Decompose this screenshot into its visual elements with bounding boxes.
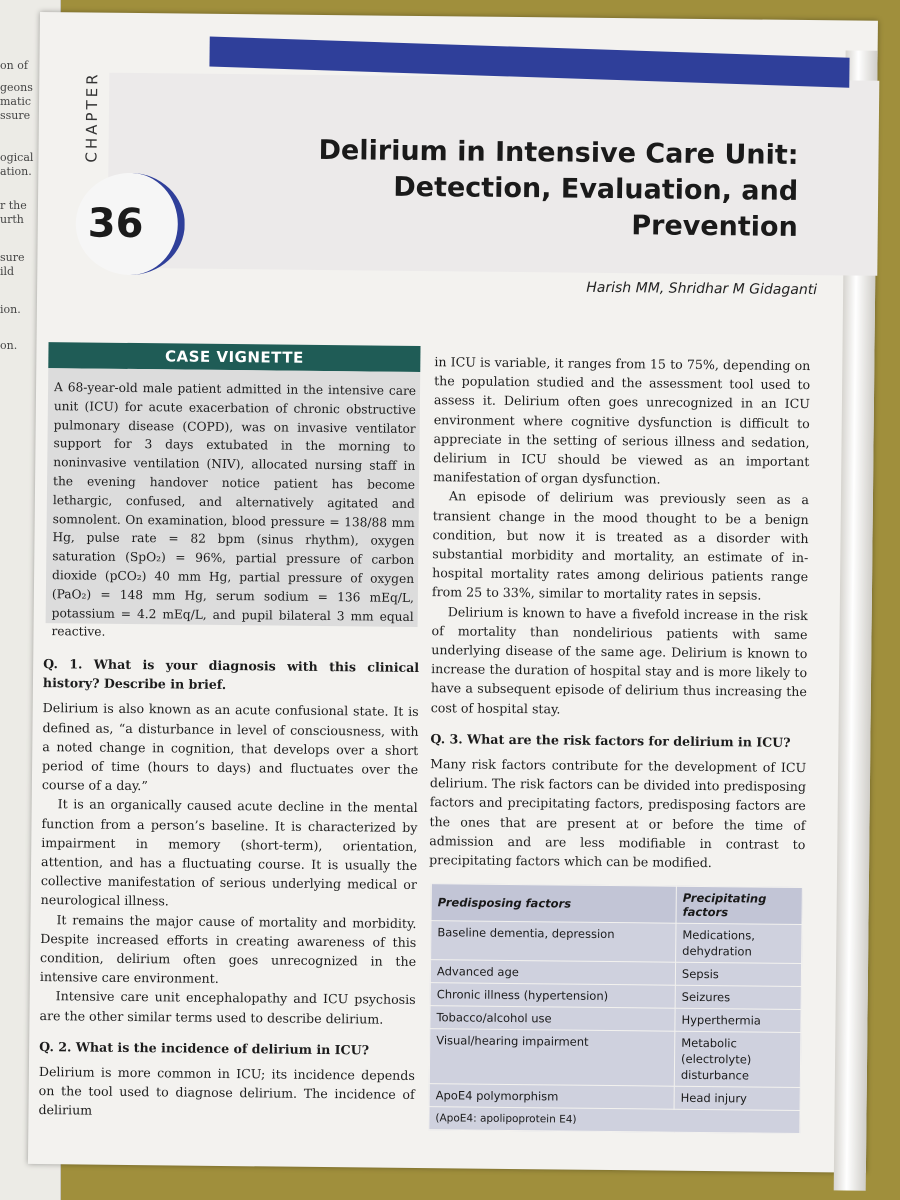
table-cell: Visual/hearing impairment bbox=[429, 1029, 675, 1087]
prev-page-fragment: r the bbox=[0, 199, 27, 212]
table-cell: Tobacco/alcohol use bbox=[430, 1006, 675, 1032]
table-footnote-row bbox=[429, 1107, 800, 1134]
prev-page-fragment: ation. bbox=[0, 165, 32, 178]
prev-page-fragment: ion. bbox=[0, 303, 21, 316]
paragraph: in ICU is variable, it ranges from 15 to 75%, depending on the population studied and the assessment tool used to assess it. Delirium often goes unrecognized in an ICU environment where cognitive dysfunction is difficult to appreciate in the setting of serious illness and sedation, delirium in ICU should be viewed as an important manifestation of organ dysfunction. bbox=[433, 354, 811, 487]
prev-page-fragment: on. bbox=[0, 339, 18, 352]
question-3: Q. 3. What are the risk factors for delirium in ICU? bbox=[430, 730, 791, 750]
paragraph: Delirium is known to have a fivefold increase in the risk of mortality than nondelirious patients with same underlying disease of the same age. Delirium is known to increase the duration of hospital stay and is more likely to have a subsequent episode of delirium thus increasing the cost of hospital stay. bbox=[430, 603, 808, 717]
table-cell: Metabolic (electrolyte) disturbance bbox=[674, 1031, 801, 1087]
prev-page-fragment: ogical bbox=[0, 151, 34, 164]
prev-page-fragment: ssure bbox=[0, 109, 31, 122]
table-footnote: (ApoE4: apolipoprotein E4) bbox=[429, 1107, 800, 1134]
prev-page-fragment: geons bbox=[0, 81, 33, 94]
table-cell: Chronic illness (hypertension) bbox=[430, 983, 675, 1009]
table-row bbox=[431, 921, 802, 964]
paragraph: An episode of delirium was previously seen as a transient change in the mood thought to be a benign condition, but now it is treated as a disorder with substantial morbidity and mortality, an estimate of in-hospital mortality rates among delirious patients range from 25 to 33%, similar to mortality rates in sepsis. bbox=[431, 488, 810, 604]
chapter-number: 36 bbox=[87, 200, 144, 248]
prev-page-fragment: sure bbox=[0, 251, 25, 264]
paragraph: Delirium is also known as an acute confusional state. It is defined as, “a disturbance in level of consciousness, with a noted change in cognition, that develops over a short period of time (hours to days) and fluctuates over the course of a day.” bbox=[41, 700, 419, 794]
table-cell: Hyperthermia bbox=[675, 1008, 801, 1032]
case-vignette-text: A 68-year-old male patient admitted in the intensive care unit (ICU) for acute exacerbation of chronic obstructive pulmonary disease (COPD), was on invasive ventilator support for 3 days extubated in the morning to noninvasive ventilation (NIV), allocated nursing staff in the evening handover notice patient has become lethargic, confused, and alternatively agitated and somnolent. On examination, blood pressure = 138/88 mm Hg, pulse rate = 82 bpm (sinus rhythm), oxygen saturation (SpO₂) = 96%, partial pressure of carbon dioxide (pCO₂) 40 mm Hg, partial pressure of oxygen (PaO₂) = 148 mm Hg, serum sodium = 136 mEq/L, potassium = 4.2 mEq/L, and pupil bilateral 3 mm equal reactive. bbox=[51, 380, 417, 640]
chapter-title bbox=[238, 132, 799, 246]
prev-page-fragment: matic bbox=[0, 95, 32, 108]
prev-page-fragment: on of bbox=[0, 59, 28, 72]
table-cell: Seizures bbox=[675, 985, 801, 1009]
table-row bbox=[429, 1029, 801, 1088]
case-vignette-heading: CASE VIGNETTE bbox=[48, 342, 420, 372]
case-vignette-box bbox=[46, 368, 421, 640]
table-header-precipitating: Precipitating factors bbox=[676, 886, 802, 924]
prev-page-fragment: urth bbox=[0, 213, 24, 226]
chapter-label: CHAPTER bbox=[82, 71, 102, 163]
question-1: Q. 1. What is your diagnosis with this clinical history? Describe in brief. bbox=[42, 656, 420, 693]
paragraph: Many risk factors contribute for the development of ICU delirium. The risk factors can be divided into predisposing factors and precipitating factors, predisposing factors are the ones that are present at or before the time of admission and are less modifiable in contrast to precipitating factors which can be modified. bbox=[429, 756, 807, 871]
book-page bbox=[28, 12, 878, 1173]
table-header-row bbox=[431, 884, 802, 925]
table-cell: Sepsis bbox=[675, 962, 801, 986]
question-2: Q. 2. What is the incidence of delirium in ICU? bbox=[39, 1038, 370, 1058]
table-cell: Head injury bbox=[674, 1086, 800, 1110]
table-cell: Advanced age bbox=[430, 960, 675, 986]
chapter-authors: Harish MM, Shridhar M Gidaganti bbox=[586, 279, 818, 299]
left-text-column bbox=[38, 642, 419, 1124]
paragraph: Delirium is more common in ICU; its incidence depends on the tool used to diagnose delirium. The incidence of delirium bbox=[38, 1064, 415, 1119]
paragraph: Intensive care unit encephalopathy and ICU psychosis are the other similar terms used to describe delirium. bbox=[39, 988, 416, 1027]
chapter-title-line1: Delirium in Intensive Care Unit: bbox=[318, 134, 799, 171]
paragraph: It remains the major cause of mortality and morbidity. Despite increased efforts in creating awareness of this condition, delirium often goes unrecognized in the intensive care environment. bbox=[39, 911, 417, 987]
risk-factors-table bbox=[428, 883, 803, 1134]
chapter-title-line2: Detection, Evaluation, and Prevention bbox=[393, 171, 799, 243]
table-cell: Medications, dehydration bbox=[676, 923, 802, 963]
table-cell: Baseline dementia, depression bbox=[431, 921, 676, 963]
prev-page-fragment: ild bbox=[0, 265, 15, 278]
table-cell: ApoE4 polymorphism bbox=[429, 1084, 674, 1110]
paragraph: It is an organically caused acute decline in the mental function from a person’s baseline. It is characterized by impairment in memory (short-term), orientation, attention, and has a fluctuating course. It is usually the collective manifestation of serious underlying medical or neurological illness. bbox=[40, 796, 418, 909]
right-text-column bbox=[429, 352, 810, 873]
table-header-predisposing: Predisposing factors bbox=[431, 884, 676, 924]
